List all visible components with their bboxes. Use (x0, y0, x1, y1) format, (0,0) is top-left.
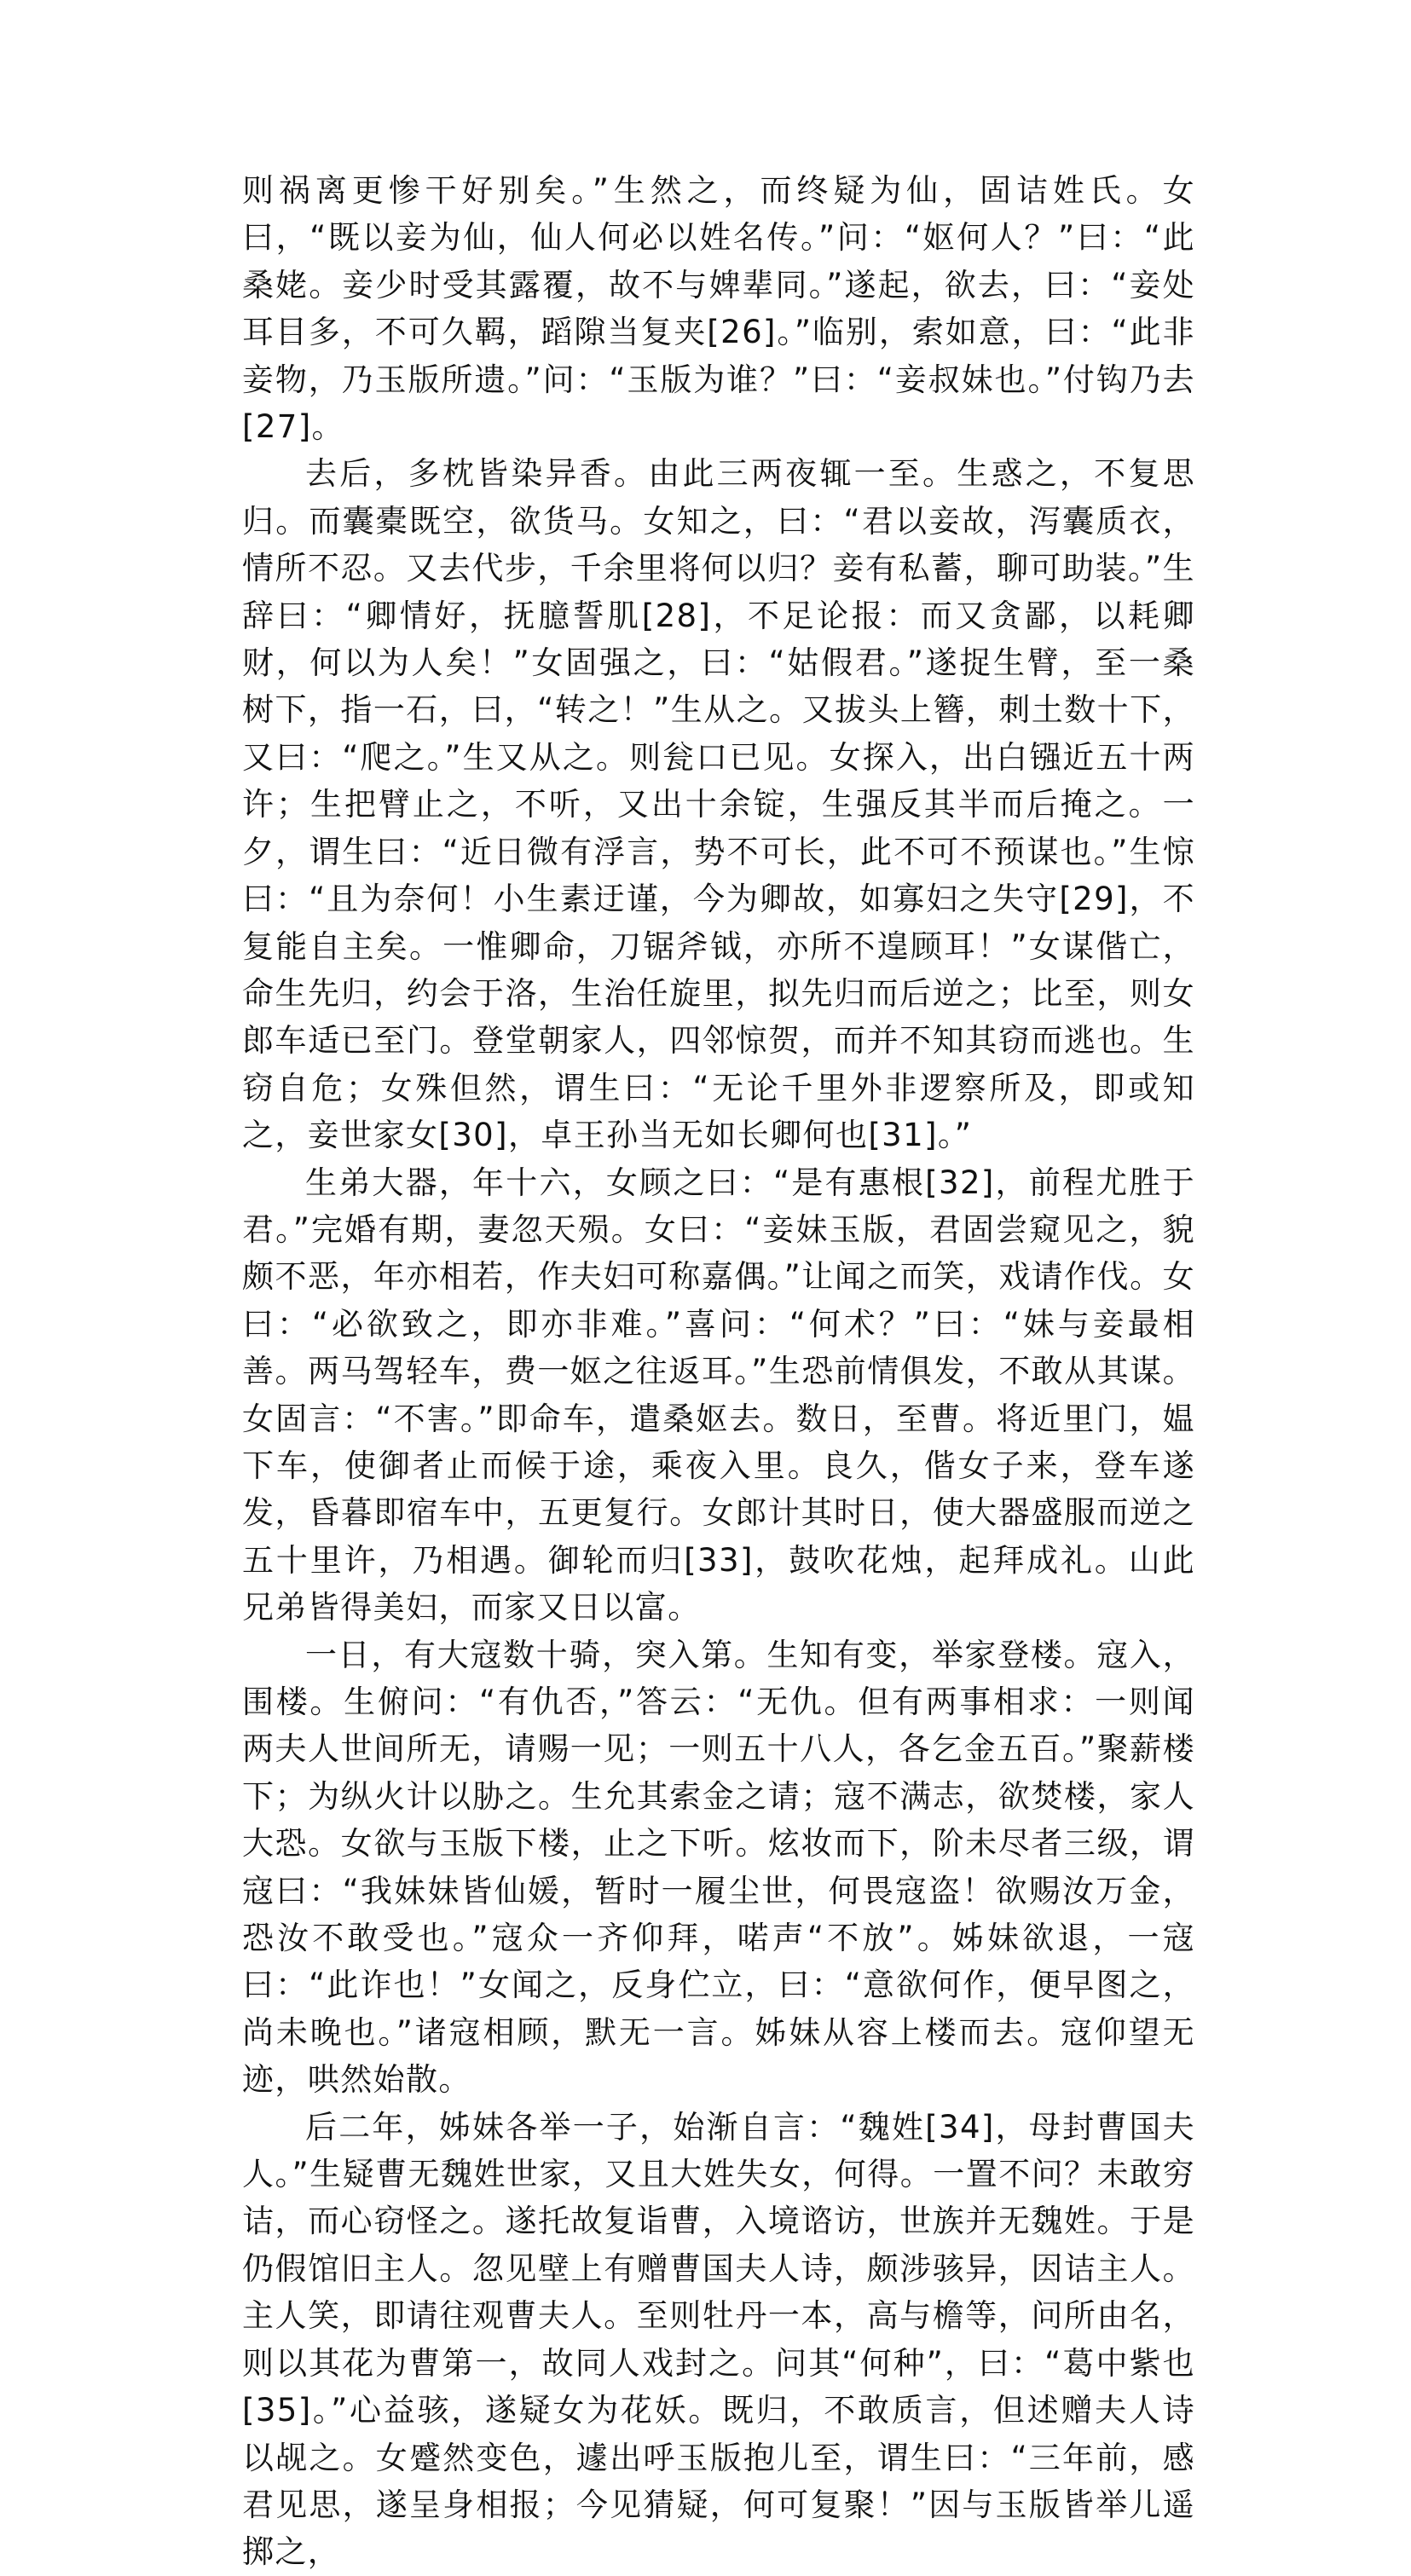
paragraph-4: 一日，有大寇数十骑，突入第。生知有变，举家登楼。寇入，围楼。生俯问：“有仇否，”答云：“无仇。但有两事相求：一则闻两夫人世间所无，请赐一见；一则五十八人，各乞金五百。”聚薪楼下；为纵火计以胁之。生允其索金之请；寇不满志，欲焚楼，家人大恐。女欲与玉版下楼，止之下听。炫妆而下，阶未尽者三级，谓寇曰：“我妹妹皆仙媛，暂时一履尘世，何畏寇盗！欲赐汝万金，恐汝不敢受也。”寇众一齐仰拜，喏声“不放”。姊妹欲退，一寇曰：“此诈也！”女闻之，反身伫立，曰：“意欲何作，便早图之，尚未晚也。”诸寇相顾，默无一言。姊妹从容上楼而去。寇仰望无迹，哄然始散。 (242, 1636, 1195, 2099)
document-page (242, 167, 1195, 2576)
paragraph-1: 则祸离更惨干好别矣。”生然之，而终疑为仙，固诘姓氏。女曰，“既以妾为仙，仙人何必以姓名传。”问：“妪何人？”曰：“此桑姥。妾少时受其露覆，故不与婢辈同。”遂起，欲去，曰：“妾处耳目多，不可久羁，蹈隙当复夹[26]。”临别，索如意，曰：“此非妾物，乃玉版所遗。”问：“玉版为谁？”曰：“妾叔妹也。”付钩乃去[27]。 (242, 172, 1195, 446)
paragraph-5: 后二年，姊妹各举一子，始渐自言：“魏姓[34]，母封曹国夫人。”生疑曹无魏姓世家，又且大姓失女，何得。一置不问？未敢穷诘，而心窃怪之。遂托故复诣曹，入境谘访，世族并无魏姓。于是仍假馆旧主人。忽见壁上有赠曹国夫人诗，颇涉骇异，因诘主人。主人笑，即请往观曹夫人。至则牡丹一本，高与檐等，问所由名，则以其花为曹第一，故同人戏封之。问其“何种”，曰：“葛中紫也[35]。”心益骇，遂疑女为花妖。既归，不敢质言，但述赠夫人诗以觇之。女蹙然变色，遽出呼玉版抱儿至，谓生曰：“三年前，感君见思，遂呈身相报；今见猜疑，何可复聚！”因与玉版皆举儿遥掷之， (242, 2108, 1195, 2571)
paragraph-2: 去后，多枕皆染异香。由此三两夜辄一至。生惑之，不复思归。而囊橐既空，欲货马。女知之，曰：“君以妾故，泻囊质衣，情所不忍。又去代步，千余里将何以归？妾有私蓄，聊可助装。”生辞曰：“卿情好，抚臆誓肌[28]，不足论报：而又贪鄙，以耗卿财，何以为人矣！”女固强之，曰：“姑假君。”遂捉生臂，至一桑树下，指一石，曰，“转之！”生从之。又拔头上簪，刺土数十下，又曰：“爬之。”生又从之。则瓮口已见。女探入，出白镪近五十两许；生把臂止之，不听，又出十余锭，生强反其半而后掩之。一夕，谓生曰：“近日微有浮言，势不可长，此不可不预谋也。”生惊曰：“且为奈何！小生素迂谨，今为卿故，如寡妇之失守[29]，不复能自主矣。一惟卿命，刀锯斧钺，亦所不遑顾耳！”女谋偕亡，命生先归，约会于洛，生治任旋里，拟先归而后逆之；比至，则女郎车适已至门。登堂朝家人，四邻惊贺，而并不知其窃而逃也。生窃自危；女殊但然，谓生曰：“无论千里外非逻察所及，即或知之，妾世家女[30]，卓王孙当无如长卿何也[31]。” (242, 455, 1195, 1154)
paragraph-3: 生弟大器，年十六，女顾之曰：“是有惠根[32]，前程尤胜于君。”完婚有期，妻忽天殒。女曰：“妾妹玉版，君固尝窥见之，貌颇不恶，年亦相若，作夫妇可称嘉偶。”让闻之而笑，戏请作伐。女曰：“必欲致之，即亦非难。”喜问：“何术？”曰：“妹与妾最相善。两马驾轻车，费一妪之往返耳。”生恐前情俱发，不敢从其谋。女固言：“不害。”即命车，遣桑妪去。数日，至曹。将近里门，媪下车，使御者止而候于途，乘夜入里。良久，偕女子来，登车遂发，昏暮即宿车中，五更复行。女郎计其时日，使大器盛服而逆之五十里许，乃相遇。御轮而归[33]，鼓吹花烛，起拜成礼。山此兄弟皆得美妇，而家又日以富。 (242, 1164, 1195, 1626)
